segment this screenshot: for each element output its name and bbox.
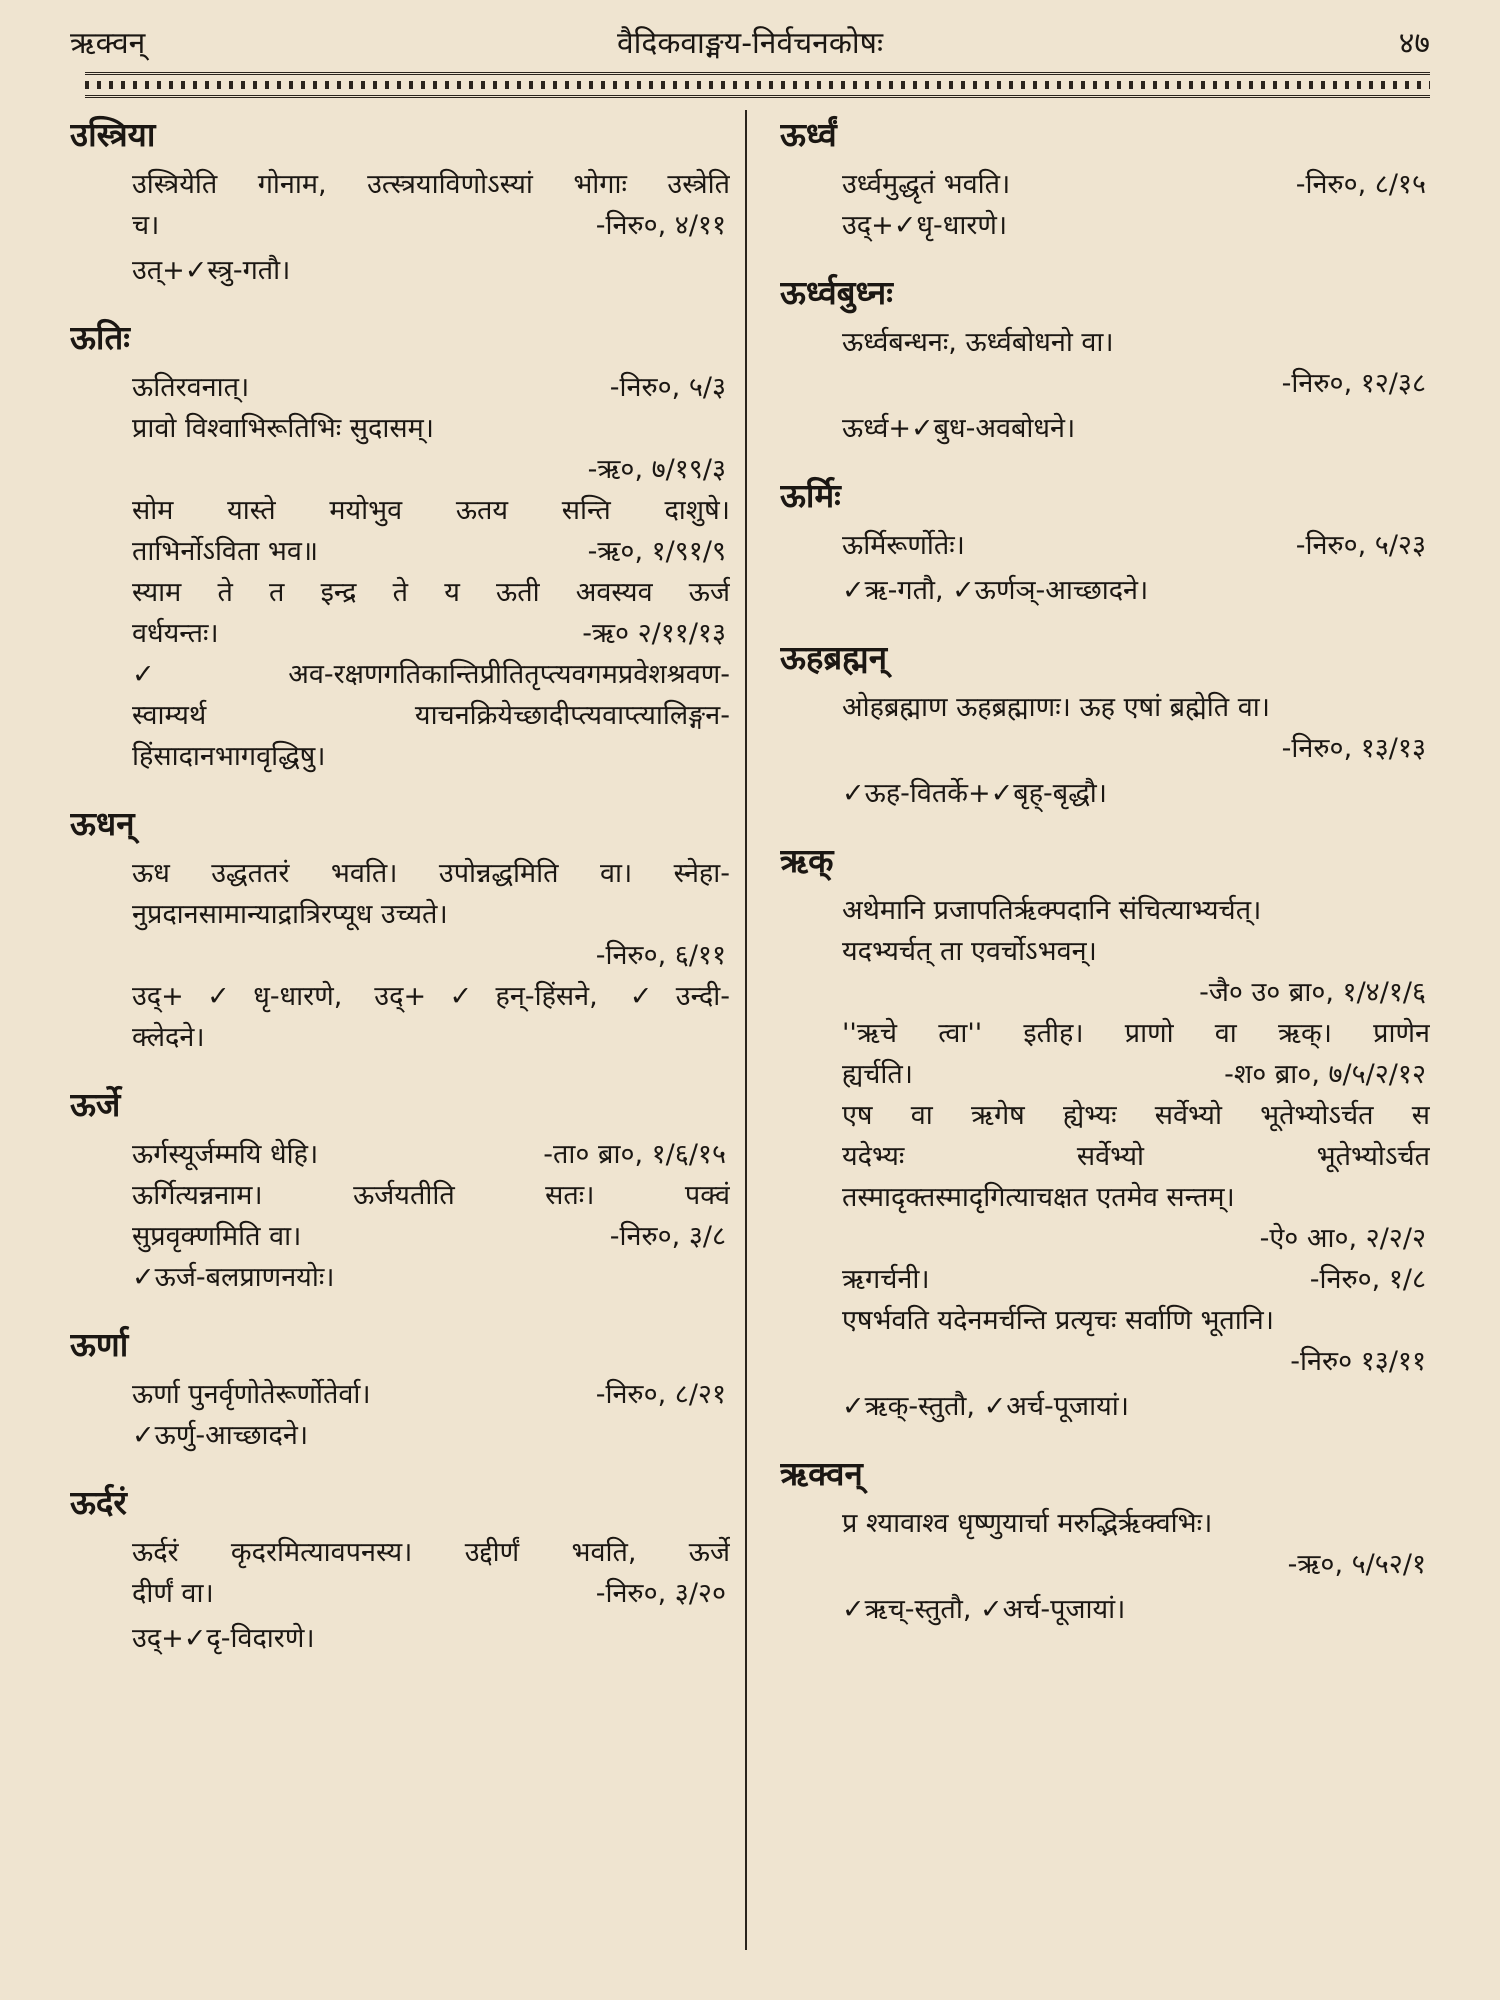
quote-row: [780, 1054, 1430, 1095]
quote-row: [780, 164, 1430, 205]
entry-urna: [70, 1320, 730, 1456]
quote-line: ऊर्ध्वबन्धनः, ऊर्ध्वबोधनो वा।: [842, 327, 1114, 358]
header-guide-word: ऋक्वन्: [70, 26, 146, 61]
quote-text: ताभिर्नोऽविता भव॥: [132, 536, 319, 567]
root-derivation: ✓ऋक्-स्तुतौ, ✓अर्च-पूजायां।: [842, 1391, 1129, 1422]
entry-uhabrahman: [780, 633, 1430, 814]
root-derivation: ✓ऊर्णु-आच्छादने।: [132, 1420, 309, 1451]
headword: ऊतिः: [70, 318, 130, 357]
root-derivation: स्वाम्यर्थ याचनक्रियेच्छादीप्त्यवाप्त्यालिङ्गन-: [132, 700, 730, 731]
quote-line: अथेमानि प्रजापतिर्ऋक्पदानि संचित्याभ्यर्चत्।: [842, 895, 1262, 926]
headword: उस्त्रिया: [70, 115, 156, 154]
quote-text: ऊर्गस्यूर्जम्मयि धेहि।: [132, 1139, 319, 1170]
quote-text: ऊतिरवनात्।: [132, 372, 250, 403]
headword: ऊधन्: [70, 804, 135, 843]
header-title: वैदिकवाङ्मय-निर्वचनकोषः: [616, 26, 884, 61]
headword: ऊर्ध्वं: [780, 115, 837, 154]
citation: -निरु०, ५/२३: [1295, 530, 1426, 561]
quote-row: [780, 1259, 1430, 1300]
quote-text: दीर्णं वा।: [132, 1578, 214, 1609]
quote-line: तस्मादृक्तस्मादृगित्याचक्षत एतमेव सन्तम्।: [842, 1182, 1235, 1213]
headword: ऋक्: [780, 841, 834, 880]
root-derivation: उत्+✓स्त्रु-गतौ।: [132, 255, 291, 286]
entry-urdaram: [70, 1478, 730, 1659]
entry-udhan: [70, 799, 730, 1058]
quote-line: ''ऋचे त्वा'' इतीह। प्राणो वा ऋक्। प्राणेन: [842, 1018, 1430, 1049]
citation: -ऋ०, ५/५२/१: [1287, 1549, 1426, 1580]
quote-line: प्र श्यावाश्व धृष्णुयार्चा मरुद्भिर्ऋक्वभिः।: [842, 1508, 1213, 1539]
quote-row: [70, 613, 730, 654]
headword: ऊर्मिः: [780, 476, 841, 515]
citation: -ता० ब्रा०, १/६/१५: [543, 1139, 726, 1170]
quote-line: ओहब्रह्माण ऊहब्रह्माणः। ऊह एषां ब्रह्मेति वा।: [842, 692, 1270, 723]
quote-text: ऋगर्चनी।: [842, 1264, 930, 1295]
root-derivation: ✓ऋच्-स्तुतौ, ✓अर्च-पूजायां।: [842, 1594, 1126, 1625]
quote-text: ऊर्मिरूर्णोतेः।: [842, 530, 965, 561]
quote-row: [70, 205, 730, 246]
headword: ऊर्जे: [70, 1085, 121, 1124]
quote-line: स्याम ते त इन्द्र ते य ऊती अवस्यव ऊर्ज: [132, 577, 730, 608]
page-number: ४७: [1398, 26, 1430, 61]
root-derivation: उद्+✓दृ-विदारणे।: [132, 1623, 315, 1654]
column-divider: [745, 110, 747, 1950]
quote-row: [70, 1573, 730, 1614]
root-derivation: उद्+✓धृ-धारणे, उद्+✓हन्-हिंसने, ✓उन्दी-: [132, 981, 730, 1012]
quote-row: [70, 531, 730, 572]
quote-row: [70, 1134, 730, 1175]
quote-text: वर्धयन्तः।: [132, 618, 219, 649]
citation: -निरु०, ५/३: [609, 372, 726, 403]
root-derivation: ऊर्ध्व+✓बुध-अवबोधने।: [842, 413, 1076, 444]
entry-urdhvam: [780, 110, 1430, 246]
citation: -निरु०, १२/३८: [1281, 368, 1426, 399]
quote-line: प्रावो विश्वाभिरूतिभिः सुदासम्।: [132, 413, 434, 444]
citation: -ऋ०, १/९१/९: [587, 536, 726, 567]
citation: -ऋ०, ७/१९/३: [587, 454, 726, 485]
headword: ऋक्वन्: [780, 1454, 863, 1493]
entry-ustriya: [70, 110, 730, 291]
citation: -श० ब्रा०, ७/५/२/१२: [1224, 1059, 1426, 1090]
quote-text: सुप्रवृक्णमिति वा।: [132, 1221, 302, 1252]
quote-line: ऊध उद्धततरं भवति। उपोन्नद्धमिति वा। स्नेहा-: [132, 858, 730, 889]
quote-row: [70, 1216, 730, 1257]
root-derivation: ✓ऊह-वितर्के+✓बृह्-बृद्धौ।: [842, 778, 1107, 809]
quote-line: यदेभ्यः सर्वेभ्यो भूतेभ्योऽर्चत: [842, 1141, 1430, 1172]
root-derivation: ✓ऋ-गतौ, ✓ऊर्णञ्-आच्छादने।: [842, 575, 1149, 606]
quote-text: उर्ध्वमुद्धृतं भवति।: [842, 169, 1011, 200]
quote-line: एष वा ऋगेष ह्येभ्यः सर्वेभ्यो भूतेभ्योऽर्चत स: [842, 1100, 1430, 1131]
citation: -निरु०, १३/१३: [1281, 733, 1426, 764]
citation: -ऋ० २/११/१३: [582, 618, 726, 649]
root-derivation: ✓ऊर्ज-बलप्राणनयोः।: [132, 1262, 335, 1293]
quote-line: ऊर्गित्यन्ननाम। ऊर्जयतीति सतः। पक्वं: [132, 1180, 730, 1211]
right-column: [780, 110, 1430, 1980]
entry-urje: [70, 1080, 730, 1298]
entry-urdhvabudhna: [780, 268, 1430, 449]
headword: ऊर्ध्वबुध्नः: [780, 273, 893, 312]
headword: ऊर्णा: [70, 1325, 129, 1364]
citation: -निरु०, ३/८: [609, 1221, 726, 1252]
quote-row: [70, 367, 730, 408]
entry-utih: [70, 313, 730, 777]
root-derivation: क्लेदने।: [132, 1022, 205, 1053]
entry-rikvan: [780, 1449, 1430, 1630]
headword: ऊहब्रह्मन्: [780, 638, 888, 677]
citation: -निरु० १३/११: [1290, 1346, 1426, 1377]
root-derivation: उद्+✓धृ-धारणे।: [842, 210, 1008, 241]
quote-line: ऊर्दरं कृदरमित्यावपनस्य। उद्दीर्णं भवति, ऊर्जे: [132, 1537, 730, 1568]
citation: -जै० उ० ब्रा०, १/४/१/६: [1199, 977, 1426, 1008]
quote-line: यदभ्यर्चत् ता एवर्चोऽभवन्।: [842, 936, 1097, 967]
citation: -निरु०, ३/२०: [595, 1578, 726, 1609]
quote-text: ऊर्णा पुनर्वृणोतेरूर्णोतेर्वा।: [132, 1379, 371, 1410]
quote-line: सोम यास्ते मयोभुव ऊतय सन्ति दाशुषे।: [132, 495, 730, 526]
quote-line: उस्त्रियेति गोनाम, उत्स्त्रयाविणोऽस्यां भोगाः उस्त्रेति: [132, 169, 730, 200]
entry-urmih: [780, 471, 1430, 611]
citation: -निरु०, १/८: [1309, 1264, 1426, 1295]
citation: -निरु०, ६/११: [595, 940, 726, 971]
citation: -ऐ० आ०, २/२/२: [1259, 1223, 1426, 1254]
quote-text: च।: [132, 210, 160, 241]
root-derivation: हिंसादानभागवृद्धिषु।: [132, 741, 326, 772]
page-header: [70, 20, 1430, 68]
headword: ऊर्दरं: [70, 1483, 127, 1522]
citation: -निरु०, ४/११: [595, 210, 726, 241]
citation: -निरु०, ८/२१: [595, 1379, 726, 1410]
entry-rik: [780, 836, 1430, 1427]
quote-row: [70, 1374, 730, 1415]
ornamental-border: [85, 72, 1430, 98]
left-column: [70, 110, 730, 1980]
quote-line: नुप्रदानसामान्याद्रात्रिरप्यूध उच्यते।: [132, 899, 448, 930]
root-derivation: ✓अव-रक्षणगतिकान्तिप्रीतितृप्त्यवगमप्रवेशश्रवण-: [132, 659, 730, 690]
quote-row: [780, 525, 1430, 566]
quote-text: ह्यर्चति।: [842, 1059, 914, 1090]
quote-line: एषर्भवति यदेनमर्चन्ति प्रत्यृचः सर्वाणि भूतानि।: [842, 1305, 1275, 1336]
citation: -निरु०, ८/१५: [1295, 169, 1426, 200]
